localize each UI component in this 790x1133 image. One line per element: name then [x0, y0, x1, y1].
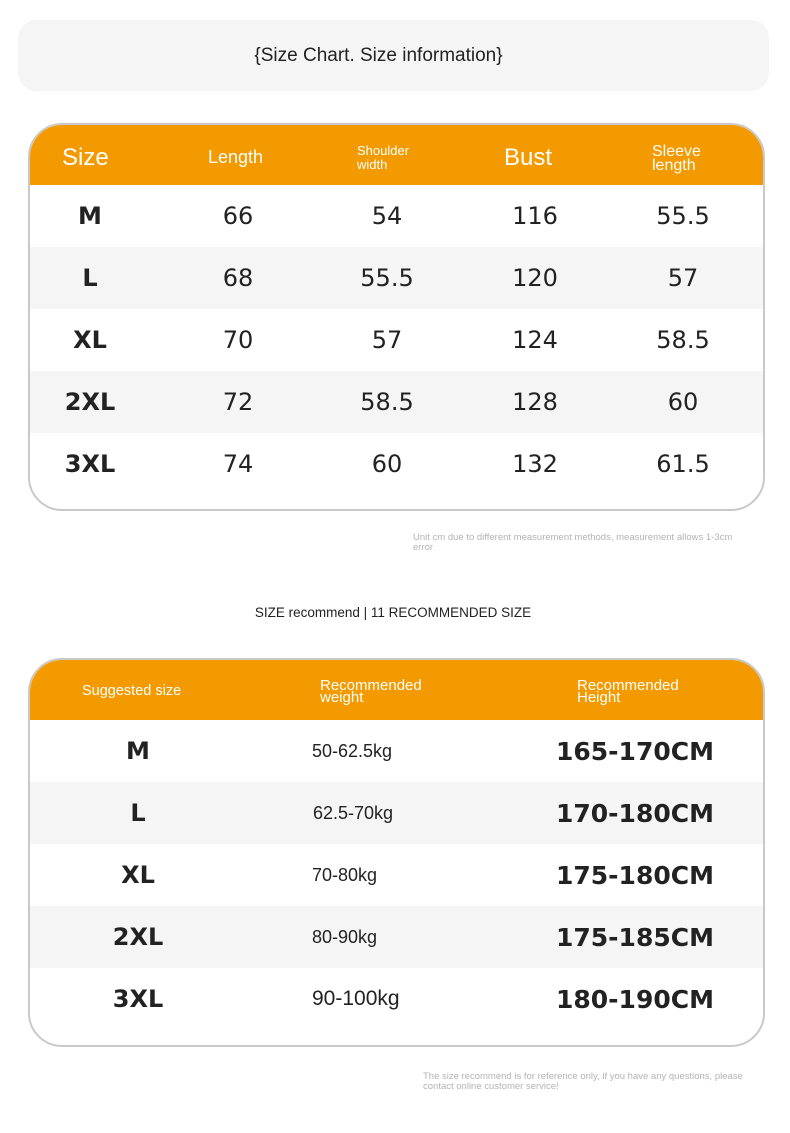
header-shoulder-line1: Shoulder — [357, 143, 410, 158]
sleeve-cell: 58.5 — [656, 326, 710, 354]
header-suggested-size: Suggested size — [82, 683, 182, 699]
weight-cell: 50-62.5kg — [312, 740, 393, 761]
sleeve-cell: 55.5 — [656, 202, 710, 230]
size-cell: XL — [73, 326, 107, 354]
header-bust: Bust — [504, 144, 553, 171]
shoulder-cell: 54 — [371, 202, 403, 230]
shoulder-cell: 57 — [371, 326, 403, 354]
bust-cell: 128 — [512, 388, 558, 416]
header-height-line2: Height — [577, 689, 621, 706]
length-cell: 68 — [222, 264, 254, 292]
recommend-note-line1: The size recommend is for reference only, if you have any questions, please — [423, 1071, 743, 1082]
size-chart-header — [30, 125, 763, 185]
weight-cell: 62.5-70kg — [313, 802, 394, 823]
size-cell: L — [130, 799, 146, 827]
recommend-subtitle: SIZE recommend | 11 RECOMMENDED SIZE — [254, 605, 532, 620]
weight-cell: 80-90kg — [312, 926, 378, 947]
measurement-note-line1: Unit cm due to different measurement methods, measurement allows 1-3cm — [413, 532, 733, 543]
header-length: Length — [208, 147, 264, 167]
header-weight-line2: weight — [320, 689, 364, 706]
header-recommended-height — [577, 678, 679, 705]
table-row — [30, 433, 763, 495]
weight-cell: 70-80kg — [312, 864, 378, 885]
header-sleeve-line2: length — [652, 157, 696, 174]
table-row — [30, 968, 763, 1030]
table-row — [30, 309, 763, 371]
header-recommended-weight — [320, 678, 422, 705]
recommend-table — [28, 658, 765, 1047]
measurement-note — [413, 533, 783, 553]
table-row — [30, 371, 763, 433]
recommend-note-line2: contact online customer service! — [423, 1081, 559, 1092]
header-shoulder-width — [357, 144, 409, 171]
size-cell: XL — [121, 861, 155, 889]
size-chart-table — [28, 123, 765, 511]
sleeve-cell: 60 — [667, 388, 699, 416]
size-cell: M — [78, 202, 102, 230]
table-row — [30, 782, 763, 844]
bust-cell: 116 — [512, 202, 558, 230]
length-cell: 70 — [222, 326, 254, 354]
sleeve-cell: 57 — [667, 264, 699, 292]
size-cell: 3XL — [64, 450, 116, 478]
height-cell: 175-185CM — [556, 922, 714, 952]
table-row — [30, 247, 763, 309]
shoulder-cell: 60 — [371, 450, 403, 478]
height-cell: 180-190CM — [556, 984, 714, 1014]
recommend-header — [30, 660, 763, 720]
bust-cell: 124 — [512, 326, 558, 354]
shoulder-cell: 55.5 — [360, 264, 414, 292]
bust-cell: 132 — [512, 450, 558, 478]
shoulder-cell: 58.5 — [360, 388, 414, 416]
size-cell: M — [126, 737, 150, 765]
header-height-line1: Recommended — [577, 677, 679, 694]
table-row — [30, 720, 763, 782]
header-sleeve-length — [652, 144, 701, 174]
size-cell: L — [82, 264, 98, 292]
sleeve-cell: 61.5 — [656, 450, 710, 478]
size-cell: 2XL — [64, 388, 116, 416]
height-cell: 165-170CM — [556, 736, 714, 766]
height-cell: 170-180CM — [556, 798, 714, 828]
measurement-note-line2: error — [413, 542, 434, 553]
header-size: Size — [62, 144, 109, 171]
size-cell: 3XL — [112, 985, 164, 1013]
size-cell: 2XL — [112, 923, 164, 951]
header-shoulder-line2: width — [357, 157, 388, 172]
table-row — [30, 906, 763, 968]
table-row — [30, 844, 763, 906]
header-sleeve-line1: Sleeve — [652, 143, 701, 160]
page-title: {Size Chart. Size information} — [254, 44, 503, 66]
height-cell: 175-180CM — [556, 860, 714, 890]
length-cell: 72 — [222, 388, 254, 416]
table-row — [30, 185, 763, 247]
weight-cell: 90-100kg — [312, 987, 400, 1010]
header-weight-line1: Recommended — [320, 677, 422, 694]
title-bar — [18, 20, 769, 91]
length-cell: 66 — [222, 202, 254, 230]
length-cell: 74 — [222, 450, 254, 478]
recommend-note — [423, 1072, 783, 1092]
bust-cell: 120 — [512, 264, 558, 292]
